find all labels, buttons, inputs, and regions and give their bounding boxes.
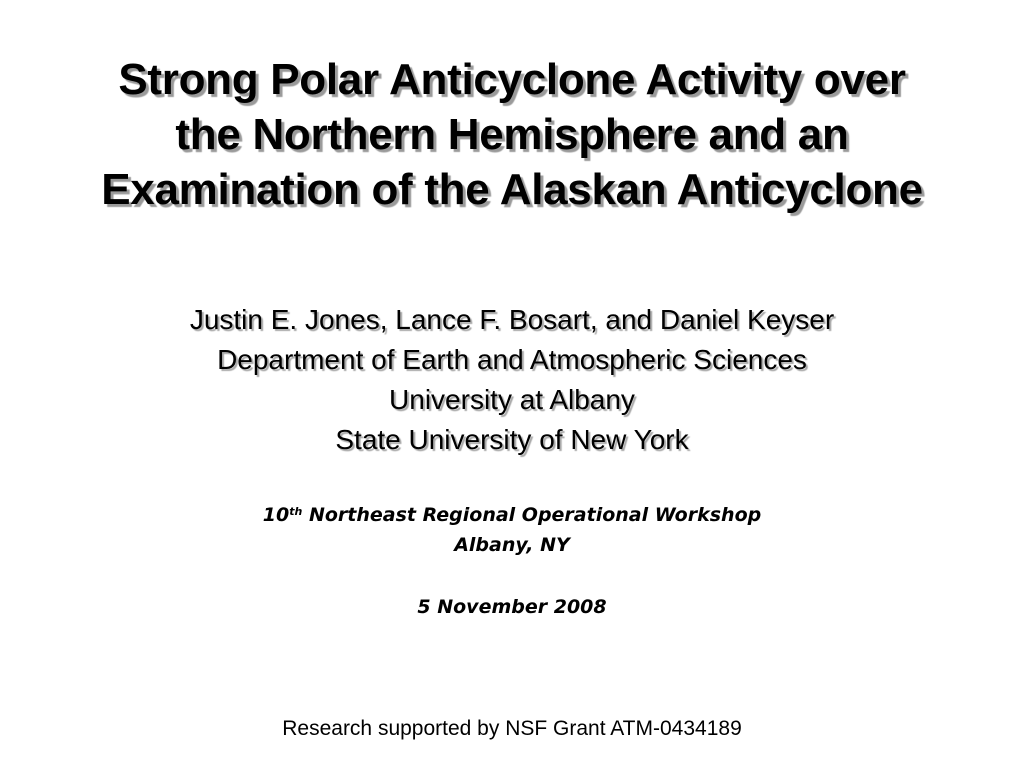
title-line-3: Examination of the Alaskan Anticyclone — [101, 165, 923, 214]
event-ordinal-number: 10 — [262, 504, 290, 526]
presentation-date: 5 November 2008 — [417, 596, 607, 618]
slide-title — [20, 52, 1004, 217]
event-location: Albany, NY — [454, 534, 570, 556]
event-name: Northeast Regional Operational Workshop — [308, 504, 762, 526]
event-block — [20, 500, 1004, 560]
title-line-2: the Northern Hemisphere and an — [175, 110, 849, 159]
event-ordinal-suffix: th — [289, 505, 303, 518]
author-names: Justin E. Jones, Lance F. Bosart, and Daniel Keyser — [189, 304, 835, 335]
department-name: Department of Earth and Atmospheric Sciences — [217, 344, 807, 375]
university-system-name: State University of New York — [335, 424, 689, 455]
title-line-1: Strong Polar Anticyclone Activity over — [118, 55, 906, 104]
funding-acknowledgement: Research supported by NSF Grant ATM-0434189 — [282, 717, 742, 740]
event-name-line — [20, 500, 1004, 530]
author-affiliation-block — [20, 300, 1004, 460]
university-name: University at Albany — [389, 384, 635, 415]
